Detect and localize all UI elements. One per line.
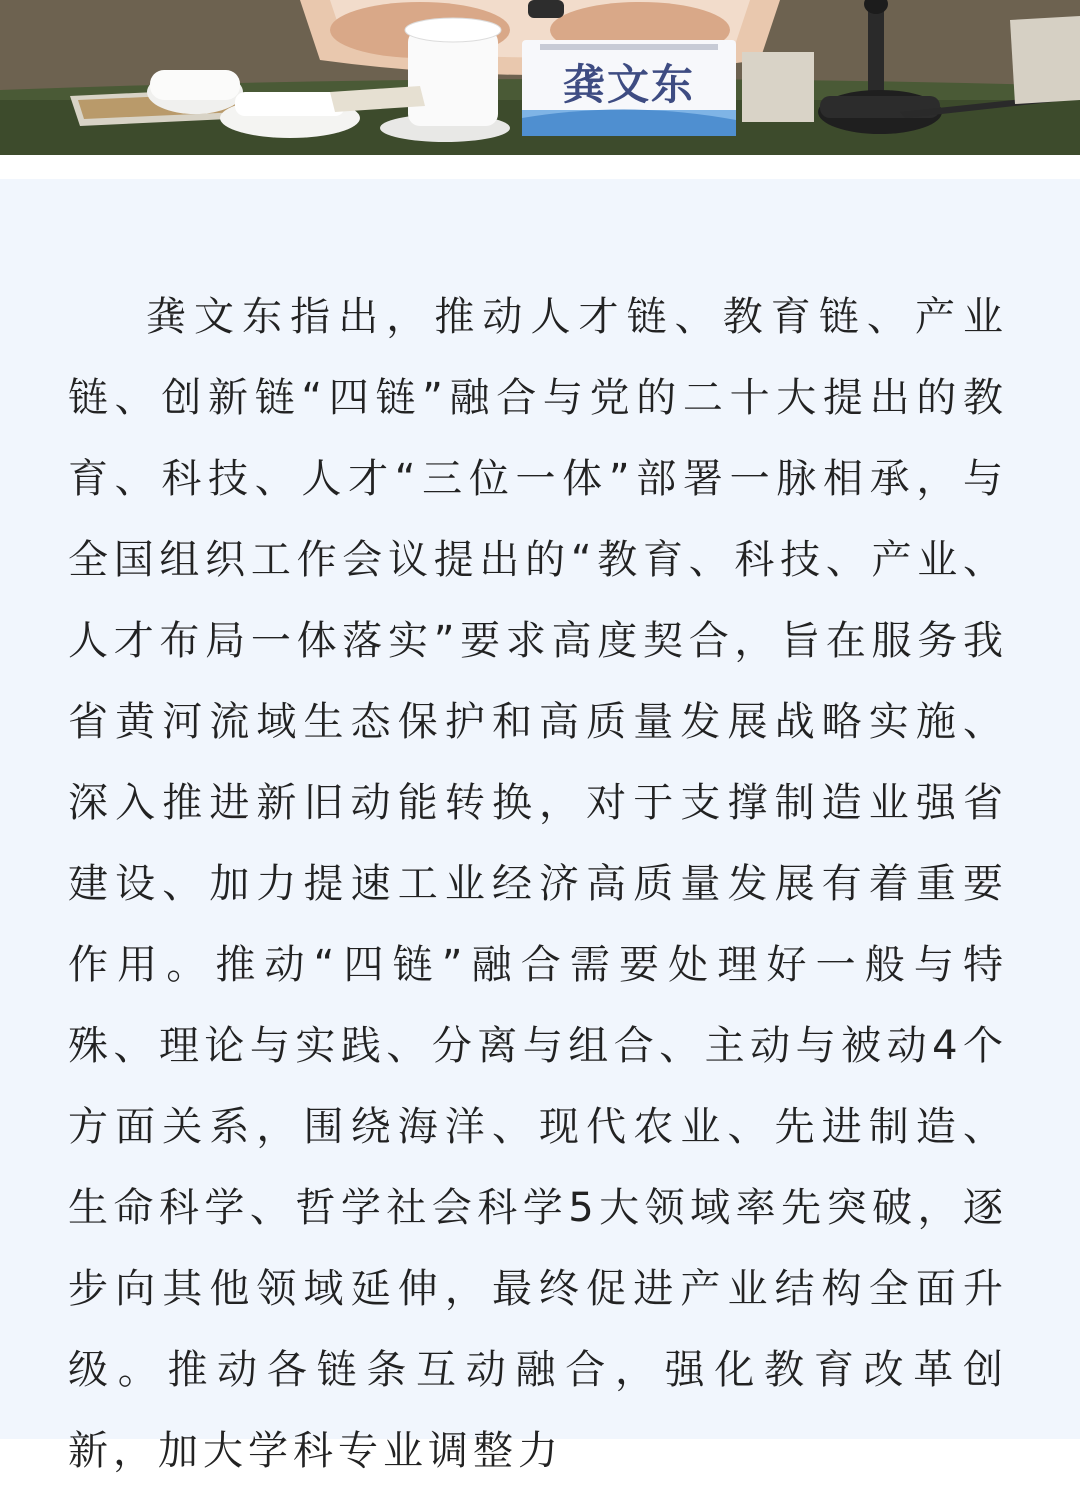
article-paragraph: 龚文东指出，推动人才链、教育链、产业链、创新链“四链”融合与党的二十大提出的教育、科技、人才“三位一体”部署一脉相承，与全国组织工作会议提出的“教育、科技、产业、人才布局一体落实”要求高度契合，旨在服务我省黄河流域生态保护和高质量发展战略实施、深入推进新旧动能转换，对于支撑制造业强省建设、加力提速工业经济高质量发展有着重要作用。推动“四链”融合需要处理好一般与特殊、理论与实践、分离与组合、主动与被动4个方面关系，围绕海洋、现代农业、先进制造、生命科学、哲学社会科学5大领域率先突破，逐步向其他领域延伸，最终促进产业结构全面升级。推动各链条互动融合，强化教育改革创新，加大学科专业调整力 [68,294,1008,1474]
nameplate-label: 龚文东 [562,60,695,109]
article-body [0,179,1080,1474]
meeting-photo [0,0,1080,155]
article-card [0,155,1080,1474]
